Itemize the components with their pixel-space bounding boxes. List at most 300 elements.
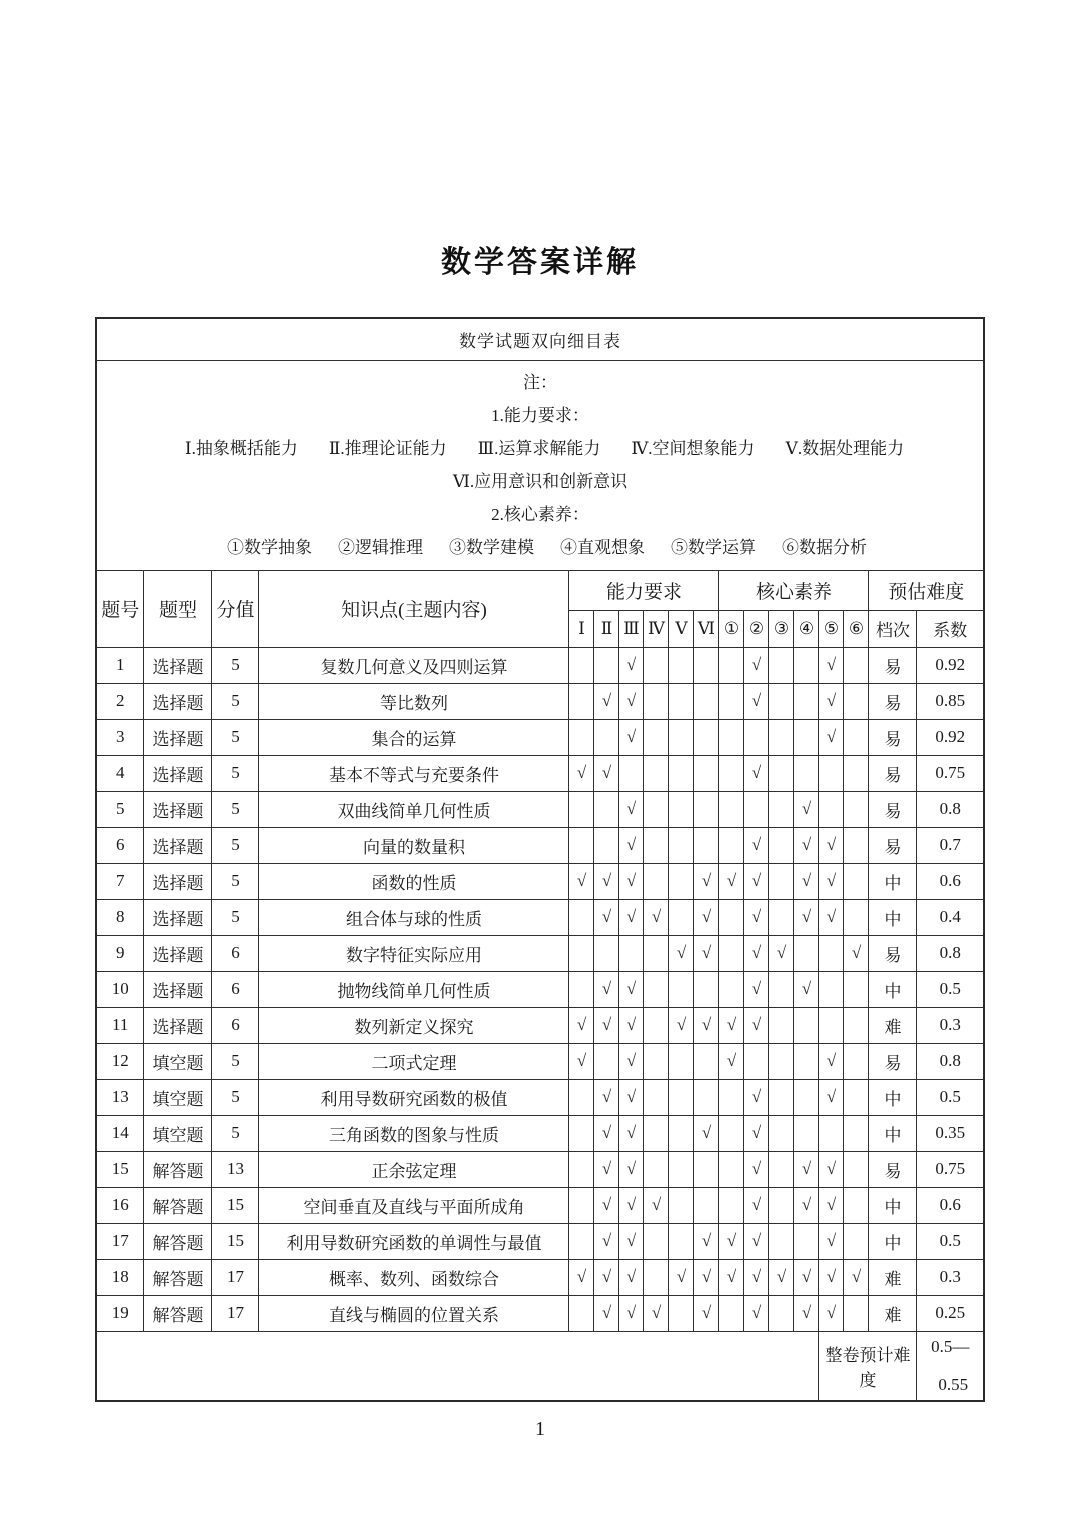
table-row <box>96 1007 984 1043</box>
ability-check-cell-2 <box>594 1043 619 1079</box>
ability-check-cell-4 <box>644 755 669 791</box>
ability-check-cell-4 <box>644 827 669 863</box>
ability-check-cell-5 <box>669 1187 694 1223</box>
score-cell: 5 <box>212 1043 259 1079</box>
question-type-cell: 选择题 <box>144 647 212 683</box>
ability-check-cell-2: √ <box>594 899 619 935</box>
ability-check-cell-1 <box>569 719 594 755</box>
header-core-1: ① <box>719 610 744 647</box>
ability-check-cell-5 <box>669 791 694 827</box>
question-number-cell: 15 <box>96 1151 144 1187</box>
ability-check-cell-5 <box>669 1115 694 1151</box>
knowledge-cell: 抛物线简单几何性质 <box>259 971 569 1007</box>
ability-heading: 1.能力要求： <box>491 406 589 425</box>
core-check-cell-1: √ <box>719 1223 744 1259</box>
header-group-ability: 能力要求 <box>569 570 719 610</box>
core-check-cell-4: √ <box>794 899 819 935</box>
core-check-cell-5: √ <box>819 1223 844 1259</box>
question-number-cell: 16 <box>96 1187 144 1223</box>
ability-check-cell-1: √ <box>569 863 594 899</box>
score-cell: 15 <box>212 1223 259 1259</box>
header-ability-3: Ⅲ <box>619 610 644 647</box>
legend-item: Ⅲ.运算求解能力 <box>477 439 601 458</box>
core-check-cell-3 <box>769 827 794 863</box>
core-check-cell-2: √ <box>744 683 769 719</box>
ability-check-cell-1 <box>569 971 594 1007</box>
ability-check-cell-6 <box>694 647 719 683</box>
core-check-cell-3 <box>769 1187 794 1223</box>
header-section <box>96 570 984 647</box>
core-check-cell-1 <box>719 1151 744 1187</box>
core-check-cell-1 <box>719 683 744 719</box>
core-check-cell-2: √ <box>744 863 769 899</box>
ability-check-cell-4: √ <box>644 1187 669 1223</box>
knowledge-cell: 向量的数量积 <box>259 827 569 863</box>
question-type-cell: 填空题 <box>144 1079 212 1115</box>
ability-check-cell-4: √ <box>644 1295 669 1331</box>
ability-check-cell-4 <box>644 647 669 683</box>
core-check-cell-1 <box>719 647 744 683</box>
score-cell: 5 <box>212 755 259 791</box>
question-type-cell: 解答题 <box>144 1223 212 1259</box>
knowledge-cell: 直线与椭圆的位置关系 <box>259 1295 569 1331</box>
core-check-cell-6: √ <box>844 1259 869 1295</box>
core-check-cell-4 <box>794 647 819 683</box>
core-check-cell-4 <box>794 755 819 791</box>
question-number-cell: 6 <box>96 827 144 863</box>
header-ability-5: Ⅴ <box>669 610 694 647</box>
difficulty-coeff-cell: 0.6 <box>917 863 984 899</box>
core-check-cell-1 <box>719 827 744 863</box>
score-cell: 5 <box>212 899 259 935</box>
score-cell: 5 <box>212 1115 259 1151</box>
score-cell: 17 <box>212 1295 259 1331</box>
score-cell: 5 <box>212 863 259 899</box>
ability-check-cell-3: √ <box>619 647 644 683</box>
core-check-cell-6 <box>844 1295 869 1331</box>
question-type-cell: 选择题 <box>144 863 212 899</box>
ability-check-cell-1: √ <box>569 755 594 791</box>
table-row <box>96 827 984 863</box>
ability-check-cell-4 <box>644 1007 669 1043</box>
ability-check-cell-2 <box>594 827 619 863</box>
ability-check-cell-5: √ <box>669 935 694 971</box>
table-row <box>96 1187 984 1223</box>
ability-check-cell-3: √ <box>619 1187 644 1223</box>
core-check-cell-5: √ <box>819 899 844 935</box>
ability-check-cell-6: √ <box>694 935 719 971</box>
ability-check-cell-2 <box>594 935 619 971</box>
core-check-cell-5 <box>819 755 844 791</box>
difficulty-coeff-cell: 0.92 <box>917 719 984 755</box>
ability-check-cell-2: √ <box>594 1079 619 1115</box>
core-check-cell-2: √ <box>744 1187 769 1223</box>
ability-check-cell-3: √ <box>619 1043 644 1079</box>
difficulty-coeff-cell: 0.35 <box>917 1115 984 1151</box>
question-number-cell: 12 <box>96 1043 144 1079</box>
ability-check-cell-3: √ <box>619 1151 644 1187</box>
ability-check-cell-3: √ <box>619 827 644 863</box>
header-ability-1: Ⅰ <box>569 610 594 647</box>
table-row <box>96 863 984 899</box>
table-row <box>96 1043 984 1079</box>
header-question-number: 题号 <box>96 570 144 647</box>
difficulty-level-cell: 难 <box>869 1007 917 1043</box>
ability-check-cell-2 <box>594 791 619 827</box>
core-check-cell-5 <box>819 935 844 971</box>
ability-check-cell-5 <box>669 863 694 899</box>
core-check-cell-3 <box>769 863 794 899</box>
ability-check-cell-6 <box>694 1151 719 1187</box>
knowledge-cell: 数字特征实际应用 <box>259 935 569 971</box>
difficulty-level-cell: 易 <box>869 719 917 755</box>
legend-item: ④直观想象 <box>560 538 645 557</box>
question-number-cell: 5 <box>96 791 144 827</box>
score-cell: 5 <box>212 647 259 683</box>
core-check-cell-6 <box>844 647 869 683</box>
ability-check-cell-6: √ <box>694 1295 719 1331</box>
table-title-section <box>96 318 984 360</box>
core-check-cell-4: √ <box>794 1151 819 1187</box>
ability-check-cell-1: √ <box>569 1007 594 1043</box>
header-group-difficulty: 预估难度 <box>869 570 984 610</box>
question-type-cell: 解答题 <box>144 1295 212 1331</box>
table-row <box>96 1223 984 1259</box>
question-number-cell: 1 <box>96 647 144 683</box>
core-check-cell-6 <box>844 683 869 719</box>
question-type-cell: 选择题 <box>144 935 212 971</box>
core-check-cell-1: √ <box>719 1259 744 1295</box>
header-group-core: 核心素养 <box>719 570 869 610</box>
core-check-cell-1 <box>719 719 744 755</box>
core-check-cell-4: √ <box>794 1295 819 1331</box>
core-check-cell-4 <box>794 719 819 755</box>
question-number-cell: 7 <box>96 863 144 899</box>
legend-item: ②逻辑推理 <box>338 538 423 557</box>
core-check-cell-6 <box>844 863 869 899</box>
core-check-cell-5 <box>819 971 844 1007</box>
table-row <box>96 791 984 827</box>
ability-legend <box>97 432 983 465</box>
question-type-cell: 解答题 <box>144 1187 212 1223</box>
knowledge-cell: 复数几何意义及四则运算 <box>259 647 569 683</box>
core-check-cell-6 <box>844 791 869 827</box>
core-check-cell-5: √ <box>819 1043 844 1079</box>
ability-check-cell-6 <box>694 755 719 791</box>
difficulty-coeff-cell: 0.5 <box>917 971 984 1007</box>
question-type-cell: 选择题 <box>144 899 212 935</box>
ability-check-cell-6 <box>694 719 719 755</box>
ability-check-cell-5 <box>669 971 694 1007</box>
ability-check-cell-6 <box>694 1043 719 1079</box>
question-type-cell: 选择题 <box>144 791 212 827</box>
core-check-cell-1 <box>719 971 744 1007</box>
core-check-cell-2: √ <box>744 1151 769 1187</box>
legend-item: Ⅰ.抽象概括能力 <box>184 439 298 458</box>
overall-difficulty-label: 整卷预计难度 <box>819 1331 917 1401</box>
question-number-cell: 14 <box>96 1115 144 1151</box>
ability-extra: Ⅵ.应用意识和创新意识 <box>452 472 628 491</box>
core-check-cell-1 <box>719 1187 744 1223</box>
ability-check-cell-1 <box>569 1079 594 1115</box>
table-row <box>96 1151 984 1187</box>
ability-check-cell-2 <box>594 647 619 683</box>
header-difficulty-level: 档次 <box>869 610 917 647</box>
difficulty-level-cell: 易 <box>869 647 917 683</box>
ability-check-cell-5 <box>669 683 694 719</box>
core-check-cell-3 <box>769 791 794 827</box>
question-type-cell: 填空题 <box>144 1043 212 1079</box>
score-cell: 13 <box>212 1151 259 1187</box>
difficulty-level-cell: 易 <box>869 791 917 827</box>
question-type-cell: 选择题 <box>144 827 212 863</box>
ability-check-cell-5 <box>669 1043 694 1079</box>
ability-check-cell-5 <box>669 1295 694 1331</box>
difficulty-coeff-cell: 0.7 <box>917 827 984 863</box>
ability-check-cell-5 <box>669 1079 694 1115</box>
difficulty-coeff-cell: 0.85 <box>917 683 984 719</box>
core-check-cell-4 <box>794 1007 819 1043</box>
knowledge-cell: 空间垂直及直线与平面所成角 <box>259 1187 569 1223</box>
core-check-cell-3 <box>769 647 794 683</box>
difficulty-coeff-cell: 0.5 <box>917 1223 984 1259</box>
header-ability-4: Ⅳ <box>644 610 669 647</box>
ability-check-cell-6: √ <box>694 1115 719 1151</box>
core-check-cell-5: √ <box>819 1151 844 1187</box>
legend-item: Ⅳ.空间想象能力 <box>631 439 755 458</box>
core-check-cell-4: √ <box>794 791 819 827</box>
question-type-cell: 选择题 <box>144 719 212 755</box>
difficulty-coeff-cell: 0.5 <box>917 1079 984 1115</box>
ability-check-cell-5 <box>669 827 694 863</box>
header-score: 分值 <box>212 570 259 647</box>
legend-item: ③数学建模 <box>449 538 534 557</box>
ability-check-cell-1 <box>569 1115 594 1151</box>
core-check-cell-2: √ <box>744 647 769 683</box>
knowledge-cell: 数列新定义探究 <box>259 1007 569 1043</box>
core-check-cell-5: √ <box>819 1295 844 1331</box>
table-row <box>96 1295 984 1331</box>
table-row <box>96 935 984 971</box>
difficulty-level-cell: 中 <box>869 1115 917 1151</box>
ability-check-cell-1 <box>569 935 594 971</box>
score-cell: 6 <box>212 1007 259 1043</box>
core-check-cell-2: √ <box>744 899 769 935</box>
header-core-5: ⑤ <box>819 610 844 647</box>
core-check-cell-5: √ <box>819 683 844 719</box>
core-check-cell-6 <box>844 971 869 1007</box>
ability-check-cell-6 <box>694 791 719 827</box>
knowledge-cell: 概率、数列、函数综合 <box>259 1259 569 1295</box>
difficulty-coeff-cell: 0.3 <box>917 1007 984 1043</box>
question-type-cell: 填空题 <box>144 1115 212 1151</box>
ability-check-cell-1 <box>569 791 594 827</box>
core-check-cell-6 <box>844 719 869 755</box>
difficulty-level-cell: 难 <box>869 1295 917 1331</box>
legend-item: Ⅱ.推理论证能力 <box>328 439 447 458</box>
difficulty-coeff-cell: 0.75 <box>917 755 984 791</box>
ability-check-cell-5 <box>669 719 694 755</box>
core-check-cell-6: √ <box>844 935 869 971</box>
ability-check-cell-4 <box>644 1223 669 1259</box>
difficulty-coeff-cell: 0.3 <box>917 1259 984 1295</box>
core-check-cell-3 <box>769 683 794 719</box>
question-number-cell: 9 <box>96 935 144 971</box>
core-check-cell-5 <box>819 1007 844 1043</box>
difficulty-level-cell: 中 <box>869 1079 917 1115</box>
difficulty-level-cell: 易 <box>869 935 917 971</box>
core-check-cell-4: √ <box>794 863 819 899</box>
score-cell: 5 <box>212 827 259 863</box>
ability-check-cell-2: √ <box>594 683 619 719</box>
score-cell: 15 <box>212 1187 259 1223</box>
knowledge-cell: 集合的运算 <box>259 719 569 755</box>
core-check-cell-2: √ <box>744 1295 769 1331</box>
footer-empty-cell <box>96 1331 819 1401</box>
notes-row <box>96 360 984 570</box>
core-check-cell-3 <box>769 1223 794 1259</box>
core-check-cell-4: √ <box>794 971 819 1007</box>
difficulty-coeff-cell: 0.8 <box>917 791 984 827</box>
core-heading: 2.核心素养： <box>491 505 589 524</box>
difficulty-level-cell: 易 <box>869 683 917 719</box>
legend-item: ⑤数学运算 <box>671 538 756 557</box>
score-cell: 6 <box>212 971 259 1007</box>
knowledge-cell: 双曲线简单几何性质 <box>259 791 569 827</box>
core-check-cell-6 <box>844 755 869 791</box>
core-check-cell-3 <box>769 1079 794 1115</box>
ability-check-cell-1 <box>569 1295 594 1331</box>
core-check-cell-6 <box>844 1079 869 1115</box>
core-check-cell-5: √ <box>819 1187 844 1223</box>
core-check-cell-1: √ <box>719 1007 744 1043</box>
notes-block <box>96 360 984 570</box>
question-number-cell: 13 <box>96 1079 144 1115</box>
ability-check-cell-3: √ <box>619 1259 644 1295</box>
score-cell: 5 <box>212 719 259 755</box>
ability-check-cell-3 <box>619 755 644 791</box>
core-check-cell-5: √ <box>819 647 844 683</box>
ability-check-cell-4 <box>644 935 669 971</box>
ability-check-cell-1 <box>569 899 594 935</box>
core-check-cell-1 <box>719 935 744 971</box>
ability-check-cell-4 <box>644 971 669 1007</box>
ability-check-cell-3: √ <box>619 1223 644 1259</box>
header-question-type: 题型 <box>144 570 212 647</box>
table-row <box>96 683 984 719</box>
core-check-cell-4 <box>794 1079 819 1115</box>
difficulty-level-cell: 易 <box>869 1043 917 1079</box>
ability-check-cell-4 <box>644 1259 669 1295</box>
core-check-cell-6 <box>844 1187 869 1223</box>
question-number-cell: 11 <box>96 1007 144 1043</box>
difficulty-level-cell: 难 <box>869 1259 917 1295</box>
table-title: 数学试题双向细目表 <box>96 318 984 360</box>
knowledge-cell: 基本不等式与充要条件 <box>259 755 569 791</box>
score-cell: 5 <box>212 791 259 827</box>
ability-check-cell-3 <box>619 935 644 971</box>
core-check-cell-3 <box>769 1295 794 1331</box>
notes-label: 注： <box>523 373 557 392</box>
table-row <box>96 899 984 935</box>
difficulty-level-cell: 中 <box>869 1187 917 1223</box>
score-cell: 5 <box>212 683 259 719</box>
core-check-cell-3 <box>769 1007 794 1043</box>
core-check-cell-1 <box>719 791 744 827</box>
difficulty-coeff-cell: 0.25 <box>917 1295 984 1331</box>
ability-check-cell-2: √ <box>594 863 619 899</box>
ability-check-cell-2: √ <box>594 755 619 791</box>
core-check-cell-3 <box>769 971 794 1007</box>
ability-check-cell-4 <box>644 719 669 755</box>
core-legend <box>97 531 983 564</box>
core-check-cell-5: √ <box>819 719 844 755</box>
core-check-cell-4 <box>794 683 819 719</box>
core-check-cell-3 <box>769 1043 794 1079</box>
core-check-cell-5: √ <box>819 1259 844 1295</box>
ability-check-cell-2: √ <box>594 1295 619 1331</box>
overall-difficulty-value-line1: 0.5— <box>931 1336 970 1356</box>
ability-check-cell-6: √ <box>694 1223 719 1259</box>
ability-check-cell-3: √ <box>619 1079 644 1115</box>
knowledge-cell: 组合体与球的性质 <box>259 899 569 935</box>
ability-check-cell-6 <box>694 1079 719 1115</box>
difficulty-level-cell: 中 <box>869 899 917 935</box>
question-type-cell: 选择题 <box>144 971 212 1007</box>
table-row <box>96 971 984 1007</box>
core-check-cell-4: √ <box>794 1259 819 1295</box>
core-check-cell-3 <box>769 755 794 791</box>
table-title-row <box>96 318 984 360</box>
core-check-cell-2: √ <box>744 1223 769 1259</box>
core-check-cell-6 <box>844 1043 869 1079</box>
question-type-cell: 解答题 <box>144 1259 212 1295</box>
ability-check-cell-4 <box>644 1043 669 1079</box>
table-row <box>96 719 984 755</box>
header-core-4: ④ <box>794 610 819 647</box>
core-check-cell-2: √ <box>744 1259 769 1295</box>
core-check-cell-6 <box>844 1115 869 1151</box>
notes-section <box>96 360 984 570</box>
core-check-cell-3: √ <box>769 935 794 971</box>
question-number-cell: 19 <box>96 1295 144 1331</box>
legend-item: ①数学抽象 <box>227 538 312 557</box>
core-check-cell-6 <box>844 1151 869 1187</box>
core-check-cell-1 <box>719 755 744 791</box>
header-ability-2: Ⅱ <box>594 610 619 647</box>
ability-check-cell-1 <box>569 1187 594 1223</box>
ability-check-cell-1: √ <box>569 1259 594 1295</box>
header-ability-6: Ⅵ <box>694 610 719 647</box>
ability-check-cell-4 <box>644 1151 669 1187</box>
core-check-cell-6 <box>844 827 869 863</box>
ability-check-cell-2 <box>594 719 619 755</box>
ability-check-cell-1 <box>569 647 594 683</box>
ability-check-cell-3: √ <box>619 863 644 899</box>
ability-check-cell-5 <box>669 899 694 935</box>
table-row <box>96 1259 984 1295</box>
header-core-6: ⑥ <box>844 610 869 647</box>
core-check-cell-3: √ <box>769 1259 794 1295</box>
knowledge-cell: 利用导数研究函数的单调性与最值 <box>259 1223 569 1259</box>
core-check-cell-4 <box>794 1043 819 1079</box>
overall-difficulty-value-line2: 0.55 <box>938 1374 969 1394</box>
question-type-cell: 选择题 <box>144 683 212 719</box>
ability-check-cell-6: √ <box>694 899 719 935</box>
difficulty-level-cell: 中 <box>869 863 917 899</box>
ability-check-cell-5 <box>669 1151 694 1187</box>
page-number: 1 <box>535 1418 545 1440</box>
